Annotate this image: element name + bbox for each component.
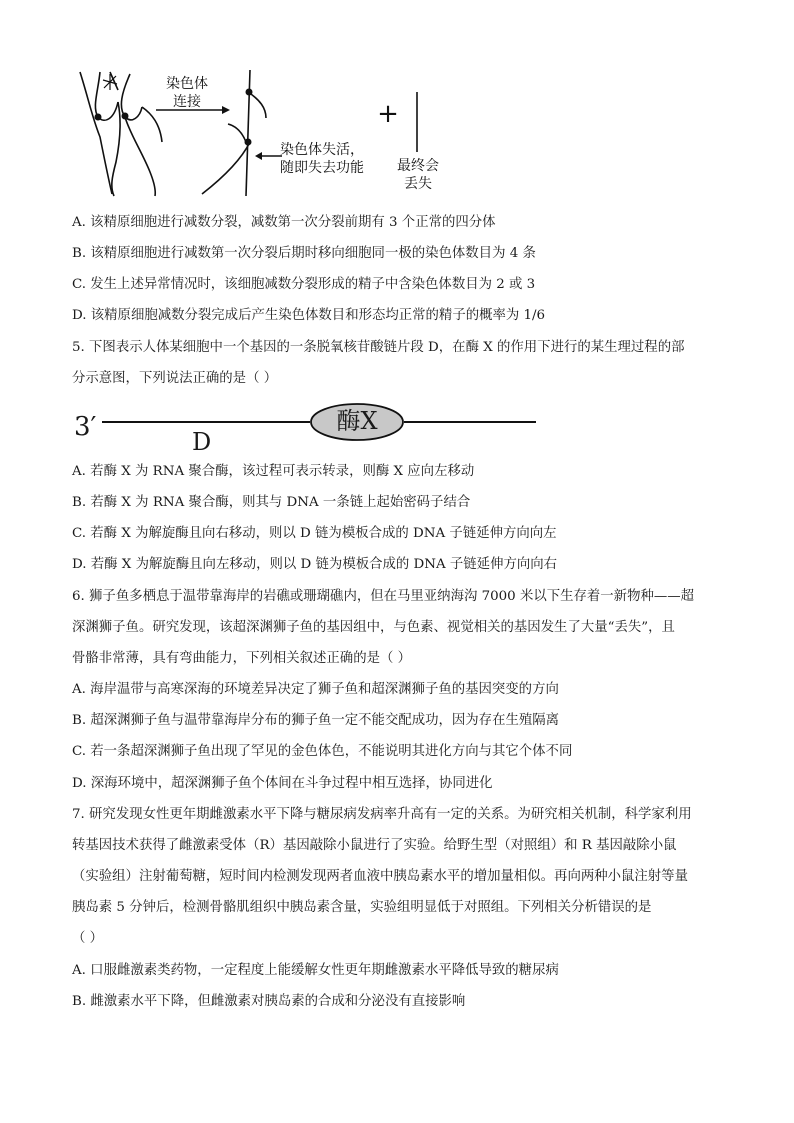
inactive-label-line1: 染色体失活， <box>280 142 364 158</box>
q5-stem-line1: 5. 下图表示人体某细胞中一个基因的一条脱氧核苷酸链片段 D，在酶 X 的作用下进行的某生理过程的部 <box>72 340 685 355</box>
q6-option-d: D. 深海环境中，超深渊狮子鱼个体间在斗争过程中相互选择，协同进化 <box>72 776 493 791</box>
q7-stem-line2: 转基因技术获得了雌激素受体（R）基因敲除小鼠进行了实验。给野生型（对照组）和 R 基因敲除小鼠 <box>72 838 677 853</box>
arrow-label-bottom: 连接 <box>173 94 201 110</box>
dna-strand-diagram <box>70 398 550 458</box>
q7-option-a: A. 口服雌激素类药物，一定程度上能缓解女性更年期雌激素水平降低导致的糖尿病 <box>72 963 559 978</box>
q6-option-c: C. 若一条超深渊狮子鱼出现了罕见的金色体色，不能说明其进化方向与其它个体不同 <box>72 744 573 759</box>
q6-stem-line2: 深渊狮子鱼。研究发现，该超深渊狮子鱼的基因组中，与色素、视觉相关的基因发生了大量“丢失”，且 <box>72 620 675 635</box>
q6-stem-line1: 6. 狮子鱼多栖息于温带靠海岸的岩礁或珊瑚礁内，但在马里亚纳海沟 7000 米以下生存着一新物种——超 <box>72 589 695 604</box>
chromosome-figure <box>70 62 470 202</box>
q7-stem-line3: （实验组）注射葡萄糖，短时间内检测发现两者血液中胰岛素水平的增加量相似。再向两种小鼠注射等量 <box>72 869 688 884</box>
lost-label-line2: 丢失 <box>404 176 432 192</box>
lost-label-line1: 最终会 <box>397 158 439 174</box>
q5-stem-line2: 分示意图，下列说法正确的是（ ） <box>72 371 278 386</box>
q4-option-b: B. 该精原细胞进行减数第一次分裂后期时移向细胞同一极的染色体数目为 4 条 <box>72 246 536 261</box>
plus-sign: + <box>377 99 399 129</box>
inactive-label-line2: 随即失去功能 <box>280 160 364 176</box>
q4-option-a: A. 该精原细胞进行减数分裂，减数第一次分裂前期有 3 个正常的四分体 <box>72 215 496 230</box>
q7-stem-line1: 7. 研究发现女性更年期雌激素水平下降与糖尿病发病率升高有一定的关系。为研究相关机制，科学家利用 <box>72 807 692 822</box>
q5-option-b: B. 若酶 X 为 RNA 聚合酶，则其与 DNA 一条链上起始密码子结合 <box>72 495 471 510</box>
end-label-3prime: 3′ <box>74 412 97 442</box>
dna-enzyme-figure <box>70 398 550 458</box>
q4-option-d: D. 该精原细胞减数分裂完成后产生染色体数目和形态均正常的精子的概率为 1/6 <box>72 308 546 323</box>
q7-option-b: B. 雌激素水平下降，但雌激素对胰岛素的合成和分泌没有直接影响 <box>72 994 466 1009</box>
q5-option-d: D. 若酶 X 为解旋酶且向左移动，则以 D 链为模板合成的 DNA 子链延伸方向向右 <box>72 557 558 572</box>
segment-label-d: D <box>192 428 212 456</box>
q6-option-a: A. 海岸温带与高寒深海的环境差异决定了狮子鱼和超深渊狮子鱼的基因突变的方向 <box>72 682 559 697</box>
enzyme-x-label: 酶X <box>336 407 378 435</box>
q5-option-a: A. 若酶 X 为 RNA 聚合酶，该过程可表示转录，则酶 X 应向左移动 <box>72 464 475 479</box>
q5-option-c: C. 若酶 X 为解旋酶且向右移动，则以 D 链为模板合成的 DNA 子链延伸方向向左 <box>72 526 557 541</box>
q7-stem-line4: 胰岛素 5 分钟后，检测骨骼肌组织中胰岛素含量，实验组明显低于对照组。下列相关分析错误的是 <box>72 900 652 915</box>
q6-stem-line3: 骨骼非常薄，具有弯曲能力，下列相关叙述正确的是（ ） <box>72 651 412 666</box>
arrow-label-top: 染色体 <box>166 76 208 92</box>
q6-option-b: B. 超深渊狮子鱼与温带靠海岸分布的狮子鱼一定不能交配成功，因为存在生殖隔离 <box>72 713 560 728</box>
q4-option-c: C. 发生上述异常情况时，该细胞减数分裂形成的精子中含染色体数目为 2 或 3 <box>72 277 536 292</box>
q7-stem-line5: （ ） <box>72 931 104 946</box>
